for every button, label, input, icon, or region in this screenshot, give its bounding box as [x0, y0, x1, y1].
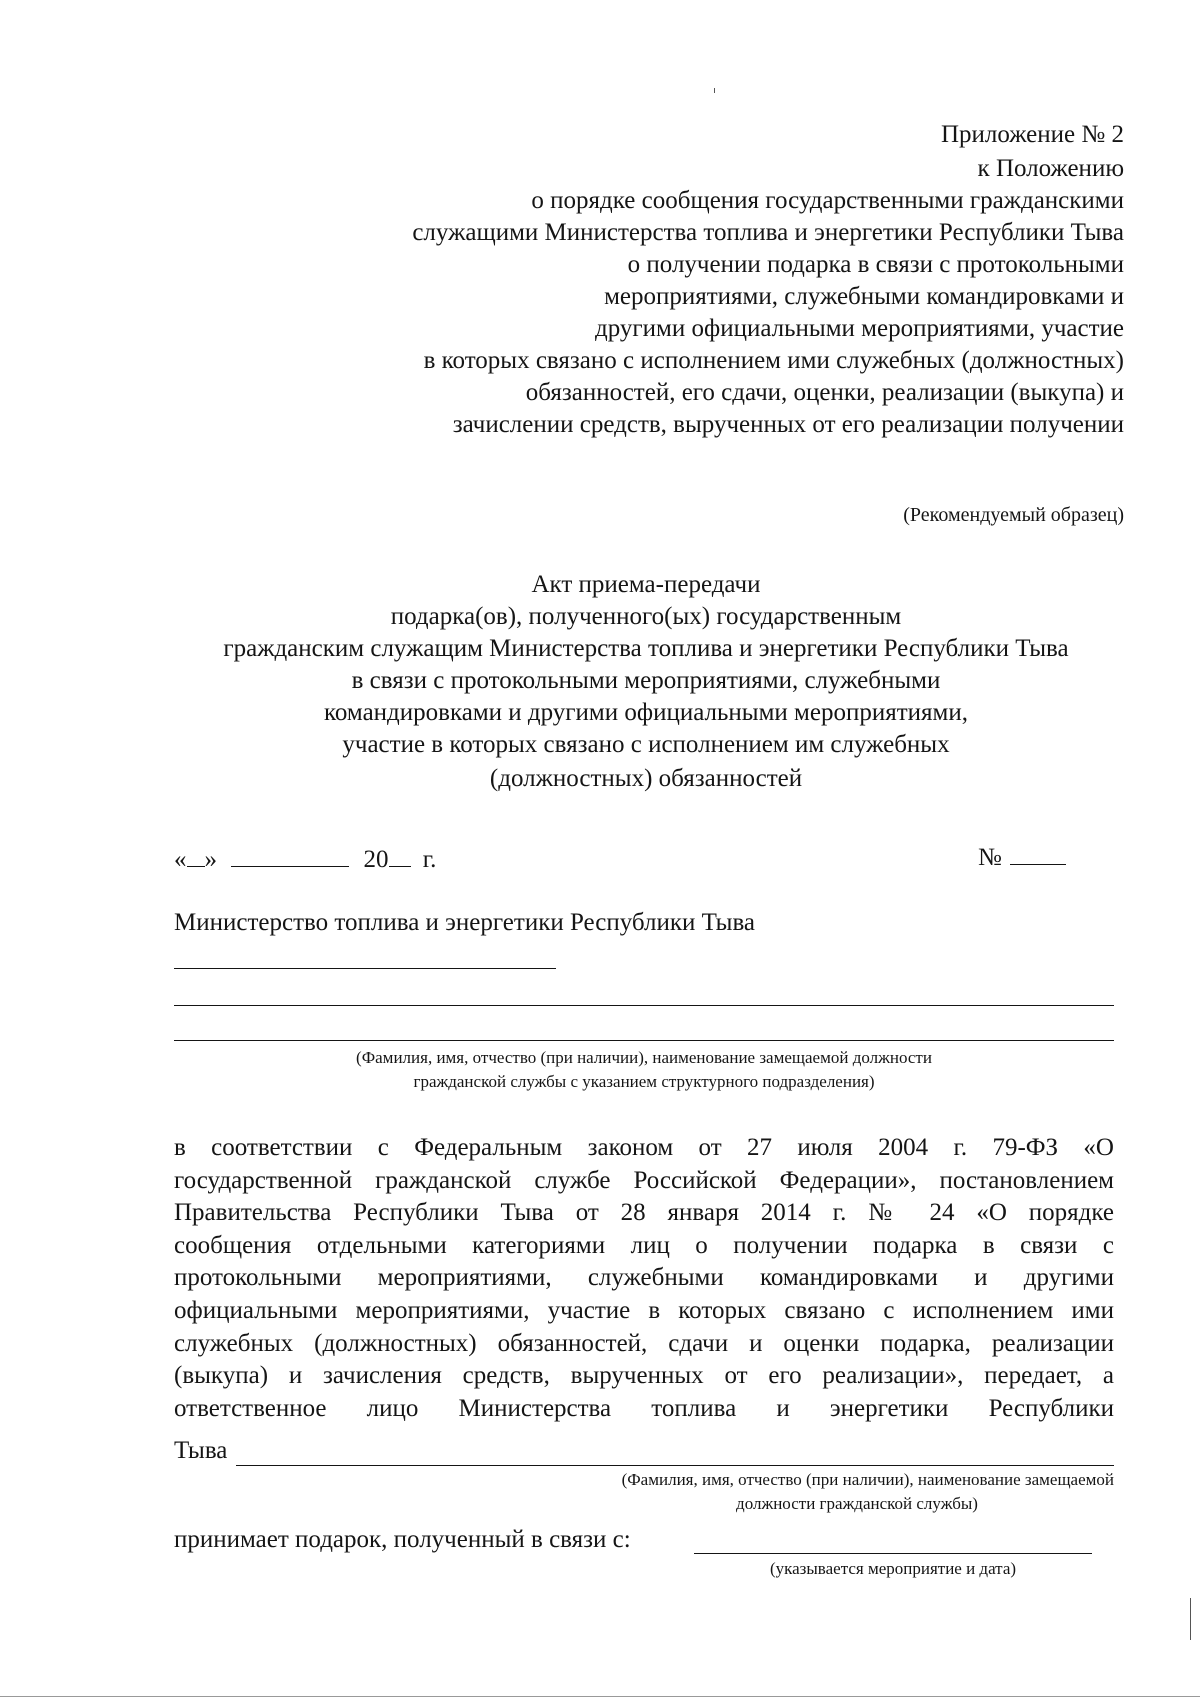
date-field: [174, 842, 436, 874]
caption-line: (Фамилия, имя, отчество (при наличии), наименование замещаемой: [621, 1470, 1114, 1489]
event-caption: (указывается мероприятие и дата): [769, 1559, 1017, 1578]
blank-line: [174, 968, 556, 969]
number-sign: №: [978, 844, 1002, 871]
employee-caption: [174, 1046, 1114, 1094]
caption-line: должности гражданской службы): [736, 1494, 978, 1513]
body-line: сообщения отдельными категориями лиц о получении подарка в связи с: [174, 1231, 1114, 1259]
header-line: о получении подарка в связи с протокольными: [627, 251, 1124, 278]
year-blank: [389, 842, 411, 867]
responsible-person-field: [174, 1437, 227, 1465]
year-prefix: 20: [363, 846, 389, 873]
body-line: официальными мероприятиями, участие в которых связано с исполнением ими: [174, 1296, 1114, 1324]
title-line: Акт приема-передачи: [531, 571, 761, 598]
header-line: мероприятиями, служебными командировками и: [604, 283, 1124, 310]
number-blank: [1010, 842, 1066, 865]
body-line: в соответствии с Федеральным законом от 27 июля 2004 г. 79-ФЗ «О: [174, 1134, 1114, 1161]
header-line: другими официальными мероприятиями, участие: [595, 315, 1124, 342]
accept-line: принимает подарок, полученный в связи с:: [174, 1526, 631, 1553]
act-number-field: [978, 842, 1066, 872]
body-line: государственной гражданской службе Российской Федерации», постановлением: [174, 1166, 1114, 1194]
blank-line: [174, 1005, 1114, 1006]
scan-edge-mark: [1190, 1598, 1191, 1640]
body-paragraph: [174, 1132, 1114, 1425]
month-blank: [231, 842, 349, 867]
header-line: Приложение № 2: [940, 121, 1124, 148]
caption-line: гражданской службы с указанием структурного подразделения): [413, 1072, 875, 1091]
title-line: подарка(ов), полученного(ых) государственным: [390, 603, 902, 630]
responsible-blank-line: [236, 1465, 1114, 1466]
sample-label: (Рекомендуемый образец): [903, 504, 1124, 526]
header-line: зачислении средств, вырученных от его реализации получении: [452, 411, 1124, 438]
body-line: (выкупа) и зачисления средств, вырученных от его реализации», передает, а: [174, 1362, 1114, 1390]
body-line: служебных (должностных) обязанностей, сдачи и оценки подарка, реализации: [174, 1329, 1114, 1357]
scan-speck: [714, 88, 715, 93]
event-blank-line: [694, 1553, 1092, 1554]
header-line: в которых связано с исполнением ими служебных (должностных): [423, 347, 1124, 374]
title-line: гражданским служащим Министерства топлива и энергетики Республики Тыва: [223, 635, 1069, 662]
title-line: участие в которых связано с исполнением им служебных: [342, 731, 950, 758]
blank-line: [174, 1040, 1114, 1041]
year-suffix: г.: [422, 846, 437, 873]
body-line: Правительства Республики Тыва от 28 января 2014 г. № 24 «О порядке: [174, 1199, 1114, 1227]
title-line: в связи с протокольными мероприятиями, служебными: [351, 667, 941, 694]
header-line: обязанностей, его сдачи, оценки, реализации (выкупа) и: [525, 379, 1124, 406]
body-line: ответственное лицо Министерства топлива и энергетики Республики: [174, 1394, 1114, 1422]
header-line: служащими Министерства топлива и энергетики Республики Тыва: [412, 219, 1124, 246]
title-line: командировками и другими официальными мероприятиями,: [324, 699, 968, 726]
ministry-name: Министерство топлива и энергетики Республики Тыва: [174, 909, 756, 936]
title-line: (должностных) обязанностей: [489, 765, 803, 792]
body-line: протокольными мероприятиями, служебными командировками и другими: [174, 1264, 1114, 1292]
scan-bottom-edge: [0, 1696, 1200, 1697]
header-line: о порядке сообщения государственными гражданскими: [531, 187, 1124, 214]
close-quote: »: [204, 846, 217, 873]
tyva-word: Тыва: [174, 1437, 228, 1464]
header-line: к Положению: [977, 155, 1124, 182]
responsible-caption: [520, 1468, 1114, 1516]
open-quote: «: [174, 846, 187, 873]
day-blank: [187, 842, 205, 867]
caption-line: (Фамилия, имя, отчество (при наличии), наименование замещаемой должности: [356, 1048, 932, 1067]
